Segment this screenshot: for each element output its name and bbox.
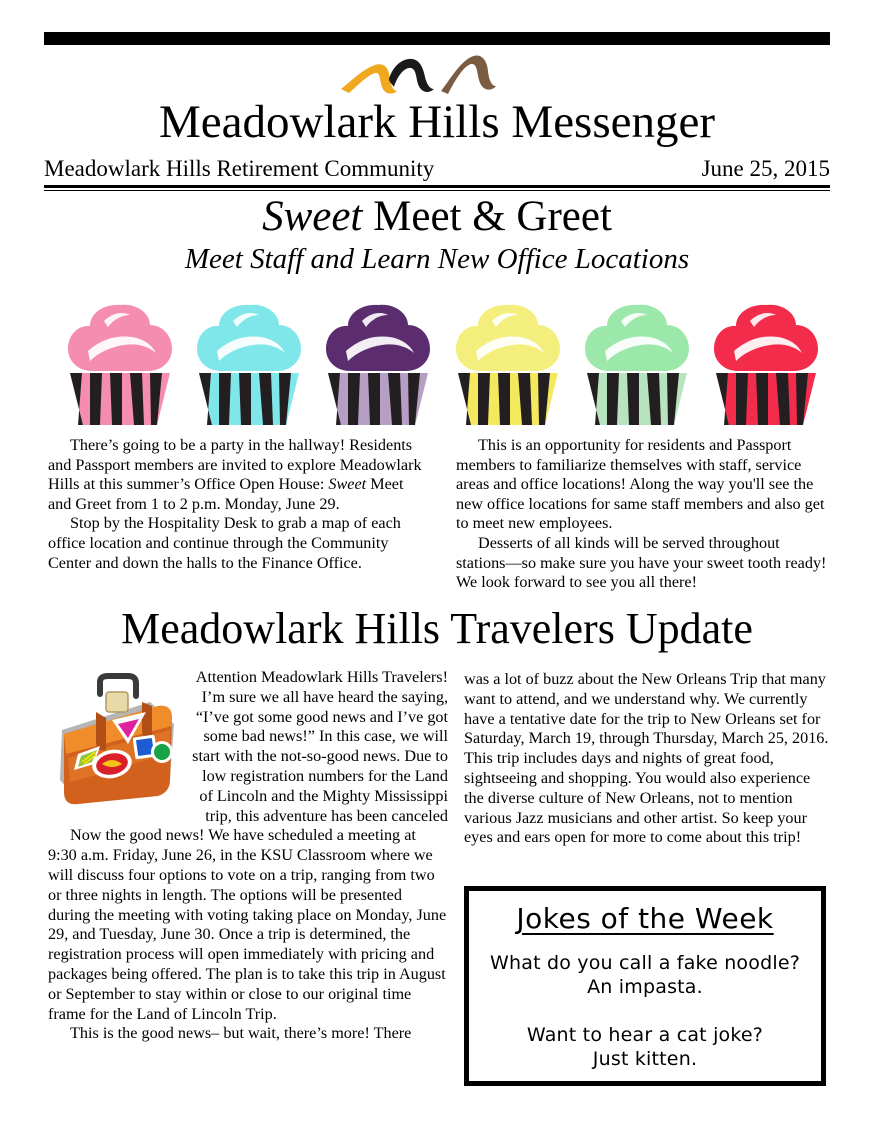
logo-stroke-gold <box>341 64 397 93</box>
joke-2-question: Want to hear a cat joke? <box>526 1024 764 1046</box>
cupcake-green <box>575 299 699 431</box>
story2-left-paragraph-2: Now the good news! We have scheduled a meeting at 9:30 a.m. Friday, June 26, in the KSU Classroom where we will discuss four options to vote on a trip, ranging from two or three nights in length. The options will be presented during the meeting with voting taking place on Monday, June 29, and Tuesday, June 30. Once a trip is determined, the registration process will open immediately with pricing and packages being offered. The plan is to take this trip in August or September to stay within or close to our original time frame for the Land of Lincoln Trip. <box>48 826 447 1023</box>
story1-left-p1-pre: There’s going to be a party in the hallway! Residents and Passport members are invited to explore Meadowlark Hills at this summer’s Office Open House: <box>48 436 422 494</box>
story1-left-p1-italic: Sweet <box>328 475 367 494</box>
story1-title-rest: Meet & Greet <box>362 193 612 240</box>
story1-title-italic: Sweet <box>262 193 363 240</box>
story2-right-column <box>464 670 832 848</box>
jokes-title: Jokes of the Week <box>516 902 774 935</box>
story1-title <box>44 193 830 241</box>
jokes-of-the-week-box <box>464 886 826 1086</box>
page-title: Meadowlark Hills Messenger <box>158 96 716 148</box>
masthead-top-rule <box>44 32 830 45</box>
joke-1 <box>469 951 821 999</box>
logo-area <box>44 47 830 99</box>
story2-left-paragraph-3: This is the good news– but wait, there’s more! There <box>70 1024 412 1043</box>
story2-right-paragraph-1: was a lot of buzz about the New Orleans Trip that many want to attend, and we understand why. We currently have a tentative date for the trip to New Orleans set for Saturday, March 19, through Thursday, March 25, 2016. This trip includes days and nights of great food, sightseeing and shopping. You would also experience the diverse culture of New Orleans, not to mention various Jazz musicians and other artist. So keep your eyes and ears open for more to come about this trip! <box>464 670 829 847</box>
story1-left-paragraph-1 <box>48 436 424 514</box>
story1-right-column <box>456 436 832 593</box>
organization-name: Meadowlark Hills Retirement Community <box>44 156 435 181</box>
joke-1-question: What do you call a fake noodle? <box>490 952 800 974</box>
story2-left-wrap-paragraph: Attention Meadowlark Hills Travelers! I’m sure we all have heard the saying, “I’ve got some good news and I’ve got some bad news!” In this case, we will start with the not-so-good news. Due to low registration numbers for the Land of Lincoln and the Mighty Mississippi trip, this adventure has been canceled <box>192 668 448 825</box>
joke-2 <box>469 1023 821 1071</box>
masthead <box>44 32 830 191</box>
story1-columns <box>48 436 832 593</box>
meadowlark-bird-logo <box>337 51 537 101</box>
masthead-bottom-rule <box>44 185 830 191</box>
sticker-green-circle <box>151 741 173 763</box>
story2-left-column <box>48 668 448 1044</box>
cupcake-red <box>704 299 828 431</box>
story1-right-paragraph-2: Desserts of all kinds will be served throughout stations—so make sure you have your sweet tooth ready! We look forward to see you all there! <box>456 533 827 592</box>
joke-1-answer: An impasta. <box>587 976 703 998</box>
story1-left-column <box>48 436 424 593</box>
story1-left-p1-post: Meet and Greet from 1 to 2 p.m. Monday, June 29. <box>48 475 404 513</box>
cupcake-pink <box>58 299 182 431</box>
cupcake-purple <box>316 299 440 431</box>
story2-title: Meadowlark Hills Travelers Update <box>121 604 753 653</box>
logo-stroke-black <box>389 59 434 92</box>
story-sweet-meet-greet-header <box>44 193 830 276</box>
story1-right-paragraph-1: This is an opportunity for residents and Passport members to familiarize themselves with staff, service areas and office locations! Along the way you'll see the new office locations for same staff members and also get to meet new employees. <box>456 436 825 533</box>
cupcake-illustration-row <box>58 296 828 431</box>
story1-subtitle: Meet Staff and Learn New Office Locations <box>184 243 690 275</box>
logo-stroke-brown <box>441 55 496 94</box>
dateline <box>44 155 830 184</box>
issue-date: June 25, 2015 <box>701 156 830 181</box>
cupcake-cyan <box>187 299 311 431</box>
cupcake-yellow <box>446 299 570 431</box>
travel-suitcase-image <box>54 672 180 812</box>
joke-2-answer: Just kitten. <box>592 1048 698 1070</box>
story1-left-paragraph-2: Stop by the Hospitality Desk to grab a map of each office location and continue through the Community Center and down the halls to the Finance Office. <box>48 514 401 572</box>
